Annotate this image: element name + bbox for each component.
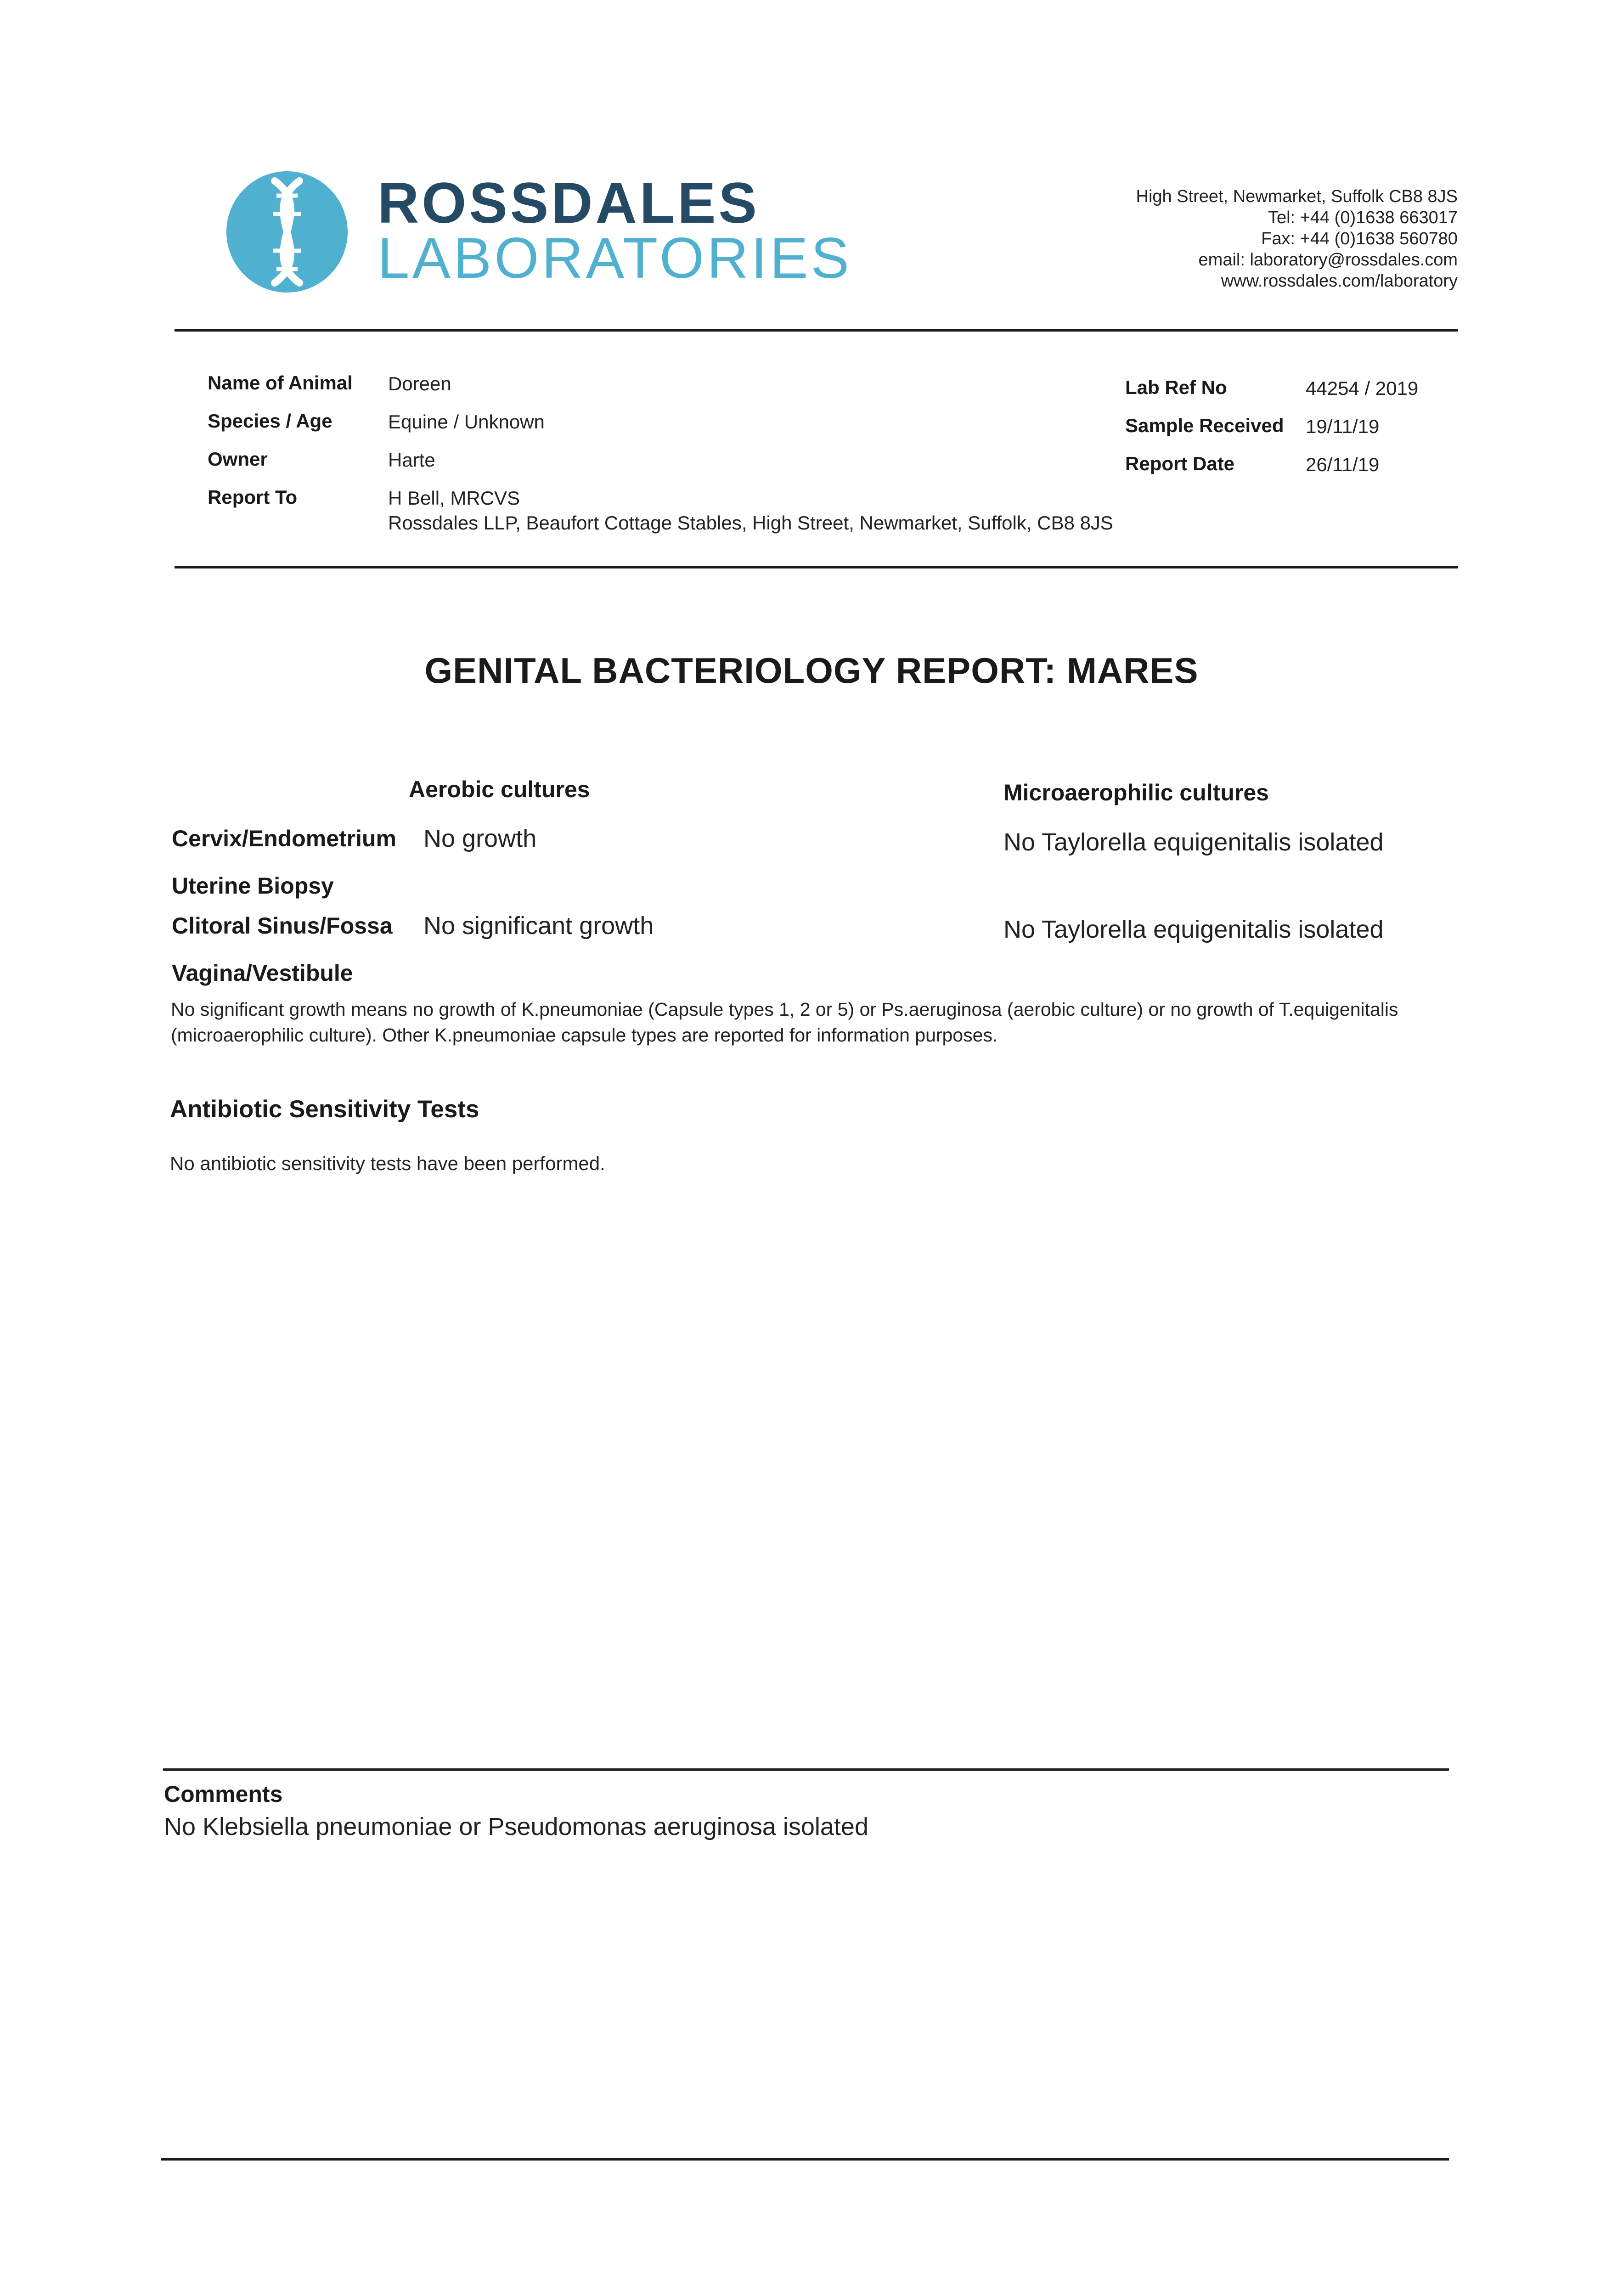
address-line: High Street, Newmarket, Suffolk CB8 8JS (1136, 187, 1458, 206)
header-divider (175, 329, 1458, 332)
report-to-address: Rossdales LLP, Beaufort Cottage Stables, High Street, Newmarket, Suffolk, CB8 8JS (388, 512, 1113, 534)
address-block (1136, 186, 1458, 292)
info-divider (175, 566, 1458, 568)
dna-logo-icon (225, 170, 349, 294)
sample-received-value: 19/11/19 (1306, 416, 1380, 437)
logo-text-laboratories: LABORATORIES (378, 226, 852, 290)
microaerophilic-heading: Microaerophilic cultures (1003, 780, 1269, 805)
growth-note: No significant growth means no growth of K.pneumoniae (Capsule types 1, 2 or 5) or Ps.aeruginosa (aerobic culture) or no growth of T.equigenitalis (microaerophilic culture). Other K.pneumoniae capsule types are reported for information purposes. (171, 999, 1398, 1046)
report-date-label: Report Date (1125, 453, 1235, 474)
report-to-label: Report To (208, 486, 298, 508)
aerobic-result: No significant growth (423, 912, 654, 940)
sensitivity-heading: Antibiotic Sensitivity Tests (170, 1096, 479, 1123)
address-fax: Fax: +44 (0)1638 560780 (1261, 229, 1458, 248)
comments-text: No Klebsiella pneumoniae or Pseudomonas aeruginosa isolated (164, 1813, 868, 1840)
owner-label: Owner (208, 448, 268, 470)
lab-ref-value: 44254 / 2019 (1306, 377, 1419, 399)
report-to-name: H Bell, MRCVS (388, 487, 520, 509)
sample-received-label: Sample Received (1125, 415, 1284, 436)
site-label: Clitoral Sinus/Fossa (172, 913, 393, 939)
microaerophilic-result: No Taylorella equigenitalis isolated (1003, 828, 1384, 856)
site-label: Cervix/Endometrium (172, 826, 397, 851)
aerobic-heading: Aerobic cultures (409, 777, 590, 802)
address-email: email: laboratory@rossdales.com (1198, 250, 1458, 270)
sensitivity-text: No antibiotic sensitivity tests have been performed. (170, 1153, 605, 1174)
site-label: Uterine Biopsy (172, 873, 334, 899)
report-title: GENITAL BACTERIOLOGY REPORT: MARES (424, 650, 1199, 691)
species-label: Species / Age (208, 410, 332, 432)
comments-divider (163, 1768, 1449, 1771)
species-value: Equine / Unknown (388, 411, 545, 433)
owner-value: Harte (388, 449, 435, 471)
name-label: Name of Animal (208, 372, 353, 394)
footer-divider (161, 2158, 1449, 2161)
site-label: Vagina/Vestibule (172, 960, 353, 986)
aerobic-result: No growth (423, 825, 537, 852)
name-value: Doreen (388, 373, 451, 394)
lab-ref-label: Lab Ref No (1125, 377, 1227, 398)
comments-heading: Comments (164, 1781, 283, 1807)
address-tel: Tel: +44 (0)1638 663017 (1268, 208, 1458, 227)
microaerophilic-result: No Taylorella equigenitalis isolated (1003, 916, 1384, 943)
report-date-value: 26/11/19 (1306, 454, 1380, 475)
address-web: www.rossdales.com/laboratory (1221, 271, 1458, 291)
logo-text-rossdales: ROSSDALES (378, 171, 760, 235)
